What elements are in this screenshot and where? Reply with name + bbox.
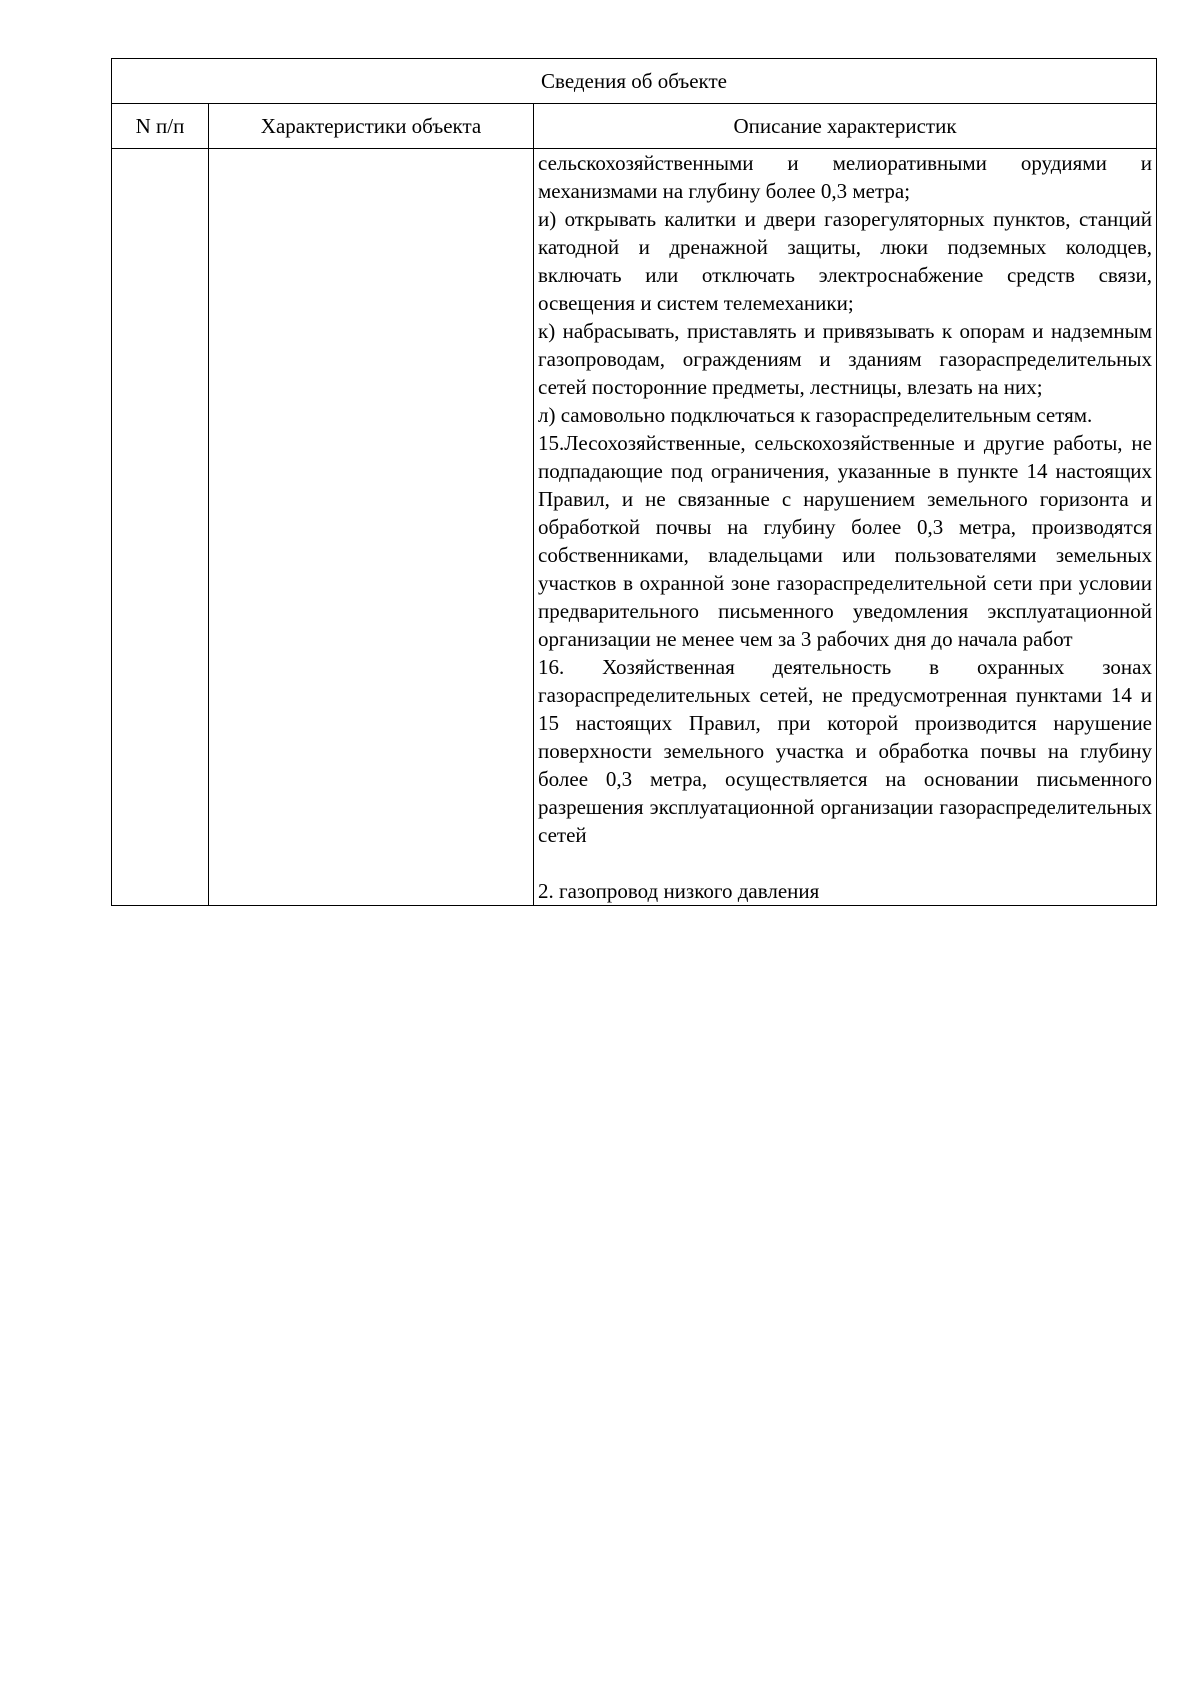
object-info-table	[111, 58, 1157, 906]
table-caption: Сведения об объекте	[112, 59, 1157, 104]
description-paragraph: к) набрасывать, приставлять и привязывать к опорам и надземным газопроводам, ограждениям и зданиям газораспределительных сетей посторонние предметы, лестницы, влезать на них;	[538, 319, 1152, 399]
description-paragraph: сельскохозяйственными и мелиоративными орудиями и механизмами на глубину более 0,3 метра;	[538, 151, 1152, 203]
description-paragraph: 16. Хозяйственная деятельность в охранных зонах газораспределительных сетей, не предусмотренная пунктами 14 и 15 настоящих Правил, при которой производится нарушение поверхности земельного участка и обработка почвы на глубину более 0,3 метра, осуществляется на основании письменного разрешения эксплуатационной организации газораспределительных сетей	[538, 655, 1152, 847]
row-description-cell	[534, 149, 1157, 906]
description-paragraph: л) самовольно подключаться к газораспределительным сетям.	[538, 403, 1093, 427]
description-paragraph: 15.Лесохозяйственные, сельскохозяйственные и другие работы, не подпадающие под ограничения, указанные в пункте 14 настоящих Правил, и не связанные с нарушением земельного горизонта и обработкой почвы на глубину более 0,3 метра, производятся собственниками, владельцами или пользователями земельных участков в охранной зоне газораспределительной сети при условии предварительного письменного уведомления эксплуатационной организации не менее чем за 3 рабочих дня до начала работ	[538, 431, 1152, 651]
row-characteristic-cell	[209, 149, 534, 906]
final-item: 2. газопровод низкого давления	[538, 879, 820, 903]
row-num-cell	[112, 149, 209, 906]
header-description: Описание характеристик	[534, 104, 1157, 149]
header-characteristics: Характеристики объекта	[209, 104, 534, 149]
header-num: N п/п	[112, 104, 209, 149]
table-row	[112, 149, 1157, 906]
description-paragraph: и) открывать калитки и двери газорегуляторных пунктов, станций катодной и дренажной защиты, люки подземных колодцев, включать или отключать электроснабжение средств связи, освещения и систем телемеханики;	[538, 207, 1152, 315]
paragraph-spacer	[538, 849, 1152, 877]
